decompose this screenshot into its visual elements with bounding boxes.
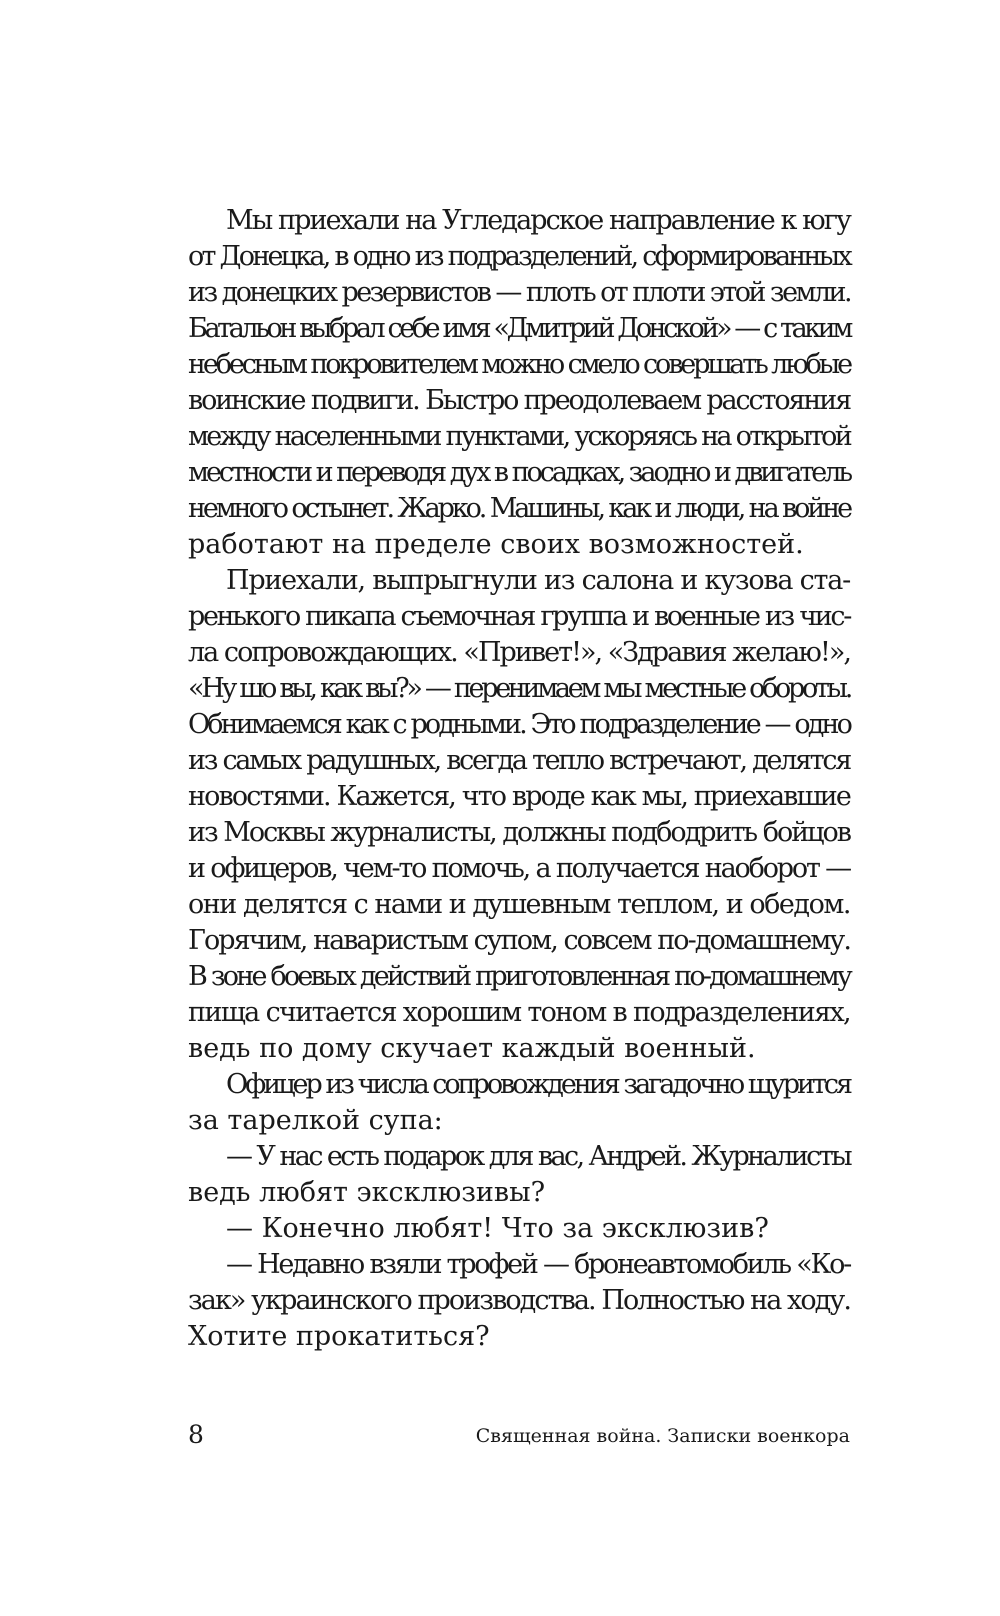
dialogue-line [188, 1211, 850, 1247]
text-line: — У нас есть подарок для вас, Андрей. Журналисты [226, 1141, 850, 1172]
text-line: между населенными пунктами, ускоряясь на открытой [188, 421, 850, 452]
text-line: новостями. Кажется, что вроде как мы, приехавшие [188, 781, 850, 812]
body-text [188, 203, 850, 1355]
text-line: Хотите прокатиться? [188, 1321, 490, 1352]
text-line: ренького пикапа съемочная группа и военные из чис- [188, 601, 850, 632]
paragraph [188, 1067, 850, 1139]
text-line: «Ну шо вы, как вы?» — перенимаем мы местные обороты. [188, 673, 850, 704]
text-line: и офицеров, чем-то помочь, а получается наоборот — [188, 853, 850, 884]
text-line: Приехали, выпрыгнули из салона и кузова ста- [226, 565, 850, 596]
text-line: из Москвы журналисты, должны подбодрить бойцов [188, 817, 850, 848]
text-line: Мы приехали на Угледарское направление к югу [226, 205, 850, 236]
text-line: они делятся с нами и душевным теплом, и обедом. [188, 889, 850, 920]
text-line: — Недавно взяли трофей — бронеавтомобиль «Ко- [226, 1249, 850, 1280]
text-line: Батальон выбрал себе имя «Дмитрий Донской» — с таким [188, 313, 850, 344]
paragraph [188, 563, 850, 1067]
text-line: из самых радушных, всегда тепло встречают, делятся [188, 745, 850, 776]
text-line: Офицер из числа сопровождения загадочно щурится [226, 1069, 850, 1100]
text-line: пища считается хорошим тоном в подразделениях, [188, 997, 850, 1028]
page-footer [188, 1418, 850, 1452]
text-line: ла сопровождающих. «Привет!», «Здравия желаю!», [188, 637, 850, 668]
paragraph [188, 203, 850, 563]
text-line: — Конечно любят! Что за эксклюзив? [226, 1213, 769, 1244]
dialogue-line [188, 1247, 850, 1355]
text-line: зак» украинского производства. Полностью на ходу. [188, 1285, 850, 1316]
page-number: 8 [188, 1420, 204, 1449]
text-line: ведь по дому скучает каждый военный. [188, 1033, 756, 1064]
text-line: ведь любят эксклюзивы? [188, 1177, 546, 1208]
text-line: немного остынет. Жарко. Машины, как и люди, на войне [188, 493, 850, 524]
text-line: местности и переводя дух в посадках, заодно и двигатель [188, 457, 850, 488]
text-line: воинские подвиги. Быстро преодолеваем расстояния [188, 385, 850, 416]
text-line: от Донецка, в одно из подразделений, сформированных [188, 241, 850, 272]
text-line: Горячим, наваристым супом, совсем по-домашнему. [188, 925, 850, 956]
text-line: работают на пределе своих возможностей. [188, 529, 804, 560]
text-line: В зоне боевых действий приготовленная по-домашнему [188, 961, 850, 992]
text-line: Обнимаемся как с родными. Это подразделение — одно [188, 709, 850, 740]
text-line: небесным покровителем можно смело совершать любые [188, 349, 850, 380]
text-line: за тарелкой супа: [188, 1105, 443, 1136]
text-line: из донецких резервистов — плоть от плоти этой земли. [188, 277, 850, 308]
running-title: Священная война. Записки военкора [475, 1425, 850, 1447]
dialogue-line [188, 1139, 850, 1211]
